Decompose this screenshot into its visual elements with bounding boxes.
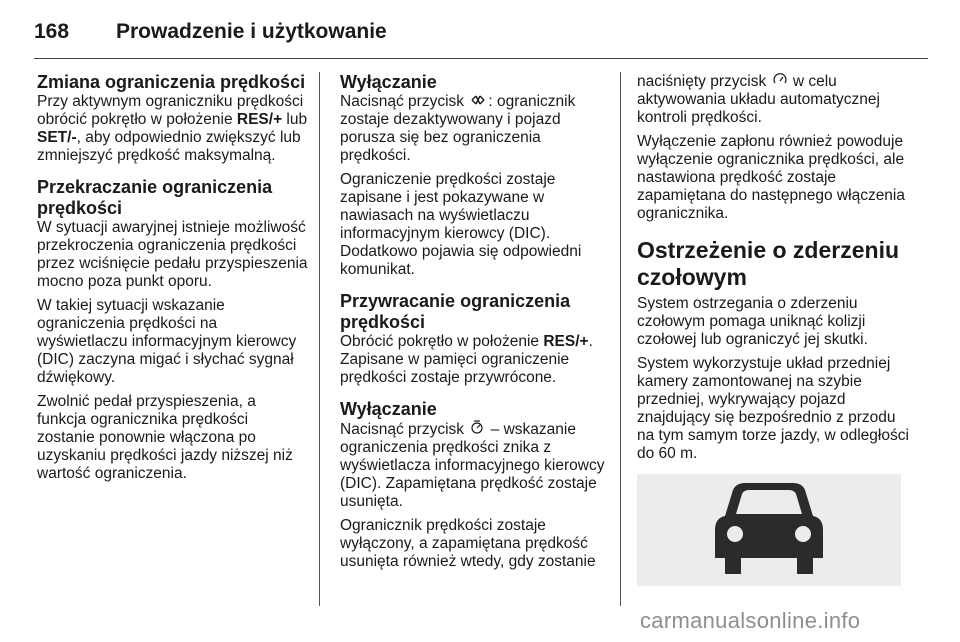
- page-number: 168: [34, 20, 70, 43]
- control-label: RES/+: [543, 333, 589, 350]
- column-3: [637, 72, 912, 469]
- control-label: RES/+: [236, 111, 283, 128]
- text-run: lub: [282, 111, 308, 128]
- section-restore-limit: [340, 291, 612, 387]
- section-heading: Zmiana ograniczenia prędkości: [37, 72, 306, 92]
- cancel-speed-limiter-icon: [468, 93, 488, 111]
- paragraph: System ostrzegania o zderzeniu czołowym pomaga uniknąć kolizji czołowej lub ograniczyć jej skutki.: [637, 295, 868, 348]
- section-switch-off: [340, 399, 612, 571]
- chapter-heading: Ostrzeżenie o zderzeniu czołowym: [637, 237, 900, 290]
- page-header: [34, 12, 387, 52]
- section-heading: Przekraczanie ograniczenia prędkości: [37, 177, 273, 218]
- section-deactivation: [340, 72, 612, 279]
- section-heading: Wyłączanie: [340, 72, 437, 92]
- paragraph: [340, 420, 612, 511]
- text-run: Przy aktywnym ograniczniku prędkości obrócić pokrętło w położenie: [37, 93, 304, 128]
- paragraph: Wyłączenie zapłonu również powoduje wyłączenie ogranicznika prędkości, ale nastawiona prędkość zostaje zapamiętana do następnego włączenia ogranicznika.: [637, 133, 905, 222]
- paragraph: [637, 72, 912, 127]
- text-run: Nacisnąć przycisk: [340, 93, 469, 110]
- forward-collision-illustration: [637, 474, 901, 586]
- page-title: Prowadzenie i użytkowanie: [116, 20, 387, 43]
- text-run: – wskazanie ograniczenia prędkości znika z wyświetlacza informacyjnego kierowcy (DIC). Zapamiętana prędkość zostaje usunięta.: [340, 421, 605, 510]
- header-rule: [34, 58, 928, 59]
- paragraph: [340, 93, 612, 165]
- cruise-control-icon: [771, 72, 789, 91]
- section-heading: Przywracanie ograniczenia prędkości: [340, 291, 571, 332]
- column-divider: [620, 72, 621, 606]
- paragraph: W takiej sytuacji wskazanie ograniczenia prędkości na wyświetlaczu informacyjnym kierowcy (DIC) zaczyna migać i słychać sygnał dźwiękowy.: [37, 297, 297, 386]
- text-run: . Zapisane w pamięci ograniczenie prędkości zostaje przywrócone.: [340, 333, 593, 386]
- text-run: : ogranicznik zostaje dezaktywowany i pojazd porusza się bez ograniczenia prędkości.: [340, 93, 576, 164]
- paragraph: Ogranicznik prędkości zostaje wyłączony, a zapamiętana prędkość usunięta również wtedy, gdy zostanie: [340, 517, 596, 570]
- text-run: , aby odpowiednio zwiększyć lub zmniejszyć prędkość maksymalną.: [37, 129, 301, 164]
- text-run: Obrócić pokrętło w położenie: [340, 333, 544, 350]
- text-run: naciśnięty przycisk: [637, 73, 771, 90]
- control-label: SET/-: [37, 129, 77, 146]
- paragraph: [340, 333, 612, 387]
- column-1: [37, 72, 309, 489]
- paragraph: [37, 93, 309, 165]
- column-2: [340, 72, 612, 577]
- section-heading: Wyłączanie: [340, 399, 437, 419]
- watermark: carmanualsonline.info: [640, 608, 861, 633]
- section-exceeding-limit: [37, 177, 309, 483]
- speed-limiter-icon: [468, 420, 486, 439]
- paragraph: System wykorzystuje układ przedniej kamery zamontowanej na szybie przedniej, wykrywający pojazd znajdujący się bezpośrednio z przodu na tym samym torze jazdy, w odległości do 60 m.: [637, 355, 909, 462]
- car-front-icon: [637, 474, 901, 586]
- column-divider: [319, 72, 320, 606]
- paragraph: Zwolnić pedał przyspieszenia, a funkcja ogranicznika prędkości zostanie ponownie włączona po uzyskaniu prędkości jazdy niższej niż wartość ograniczenia.: [37, 393, 293, 482]
- section-change-limit: [37, 72, 309, 165]
- text-run: w celu aktywowania układu automatycznej kontroli prędkości.: [637, 73, 880, 126]
- text-run: Nacisnąć przycisk: [340, 421, 469, 438]
- paragraph: W sytuacji awaryjnej istnieje możliwość przekroczenia ograniczenia prędkości przez wciśnięcie pedału przyspieszenia mocno poza punkt oporu.: [37, 219, 308, 290]
- paragraph: Ograniczenie prędkości zostaje zapisane i jest pokazywane w nawiasach na wyświetlaczu informacyjnym kierowcy (DIC). Dodatkowo pojawia się odpowiedni komunikat.: [340, 171, 582, 278]
